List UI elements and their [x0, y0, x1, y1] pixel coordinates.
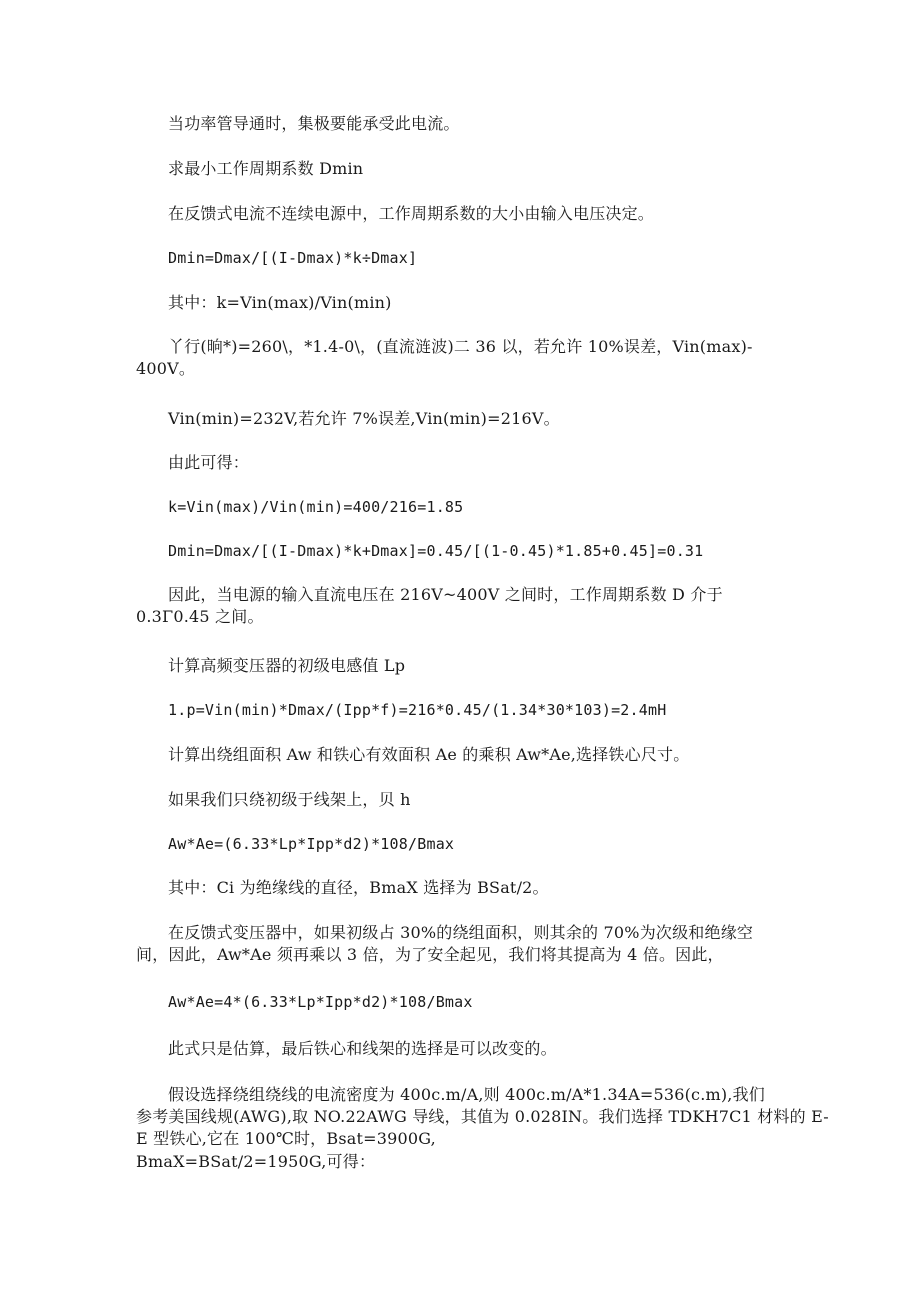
text-line: Aw*Ae=(6.33*Lp*Ipp*d2)*108/Bmax — [168, 835, 455, 853]
paragraph-15 — [136, 789, 808, 811]
paragraph-2 — [136, 158, 808, 180]
formula-aw-ae-4x — [136, 991, 808, 1013]
text-line: 在反馈式电流不连续电源中，工作周期系数的大小由输入电压决定。 — [168, 204, 655, 223]
paragraph-3 — [136, 203, 808, 225]
paragraph-21 — [136, 1084, 829, 1150]
paragraph-5 — [136, 292, 808, 314]
paragraph-17 — [136, 877, 808, 899]
paragraph-20 — [136, 1038, 808, 1060]
text-line: Dmin=Dmax/[(I-Dmax)*k+Dmax]=0.45/[(1-0.45)*1.85+0.45]=0.31 — [168, 542, 704, 560]
text-line: Dmin=Dmax/[(I-Dmax)*k÷Dmax] — [168, 249, 418, 267]
text-line: 0.3Γ0.45 之间。 — [136, 607, 264, 626]
paragraph-8 — [136, 452, 808, 474]
paragraph-1 — [136, 113, 808, 135]
paragraph-22 — [136, 1151, 776, 1173]
formula-dmin-result — [136, 540, 808, 562]
formula-aw-ae — [136, 833, 808, 855]
text-line: 假设选择绕组绕线的电流密度为 400c.m/A,则 400c.m/A*1.34A=536(c.m),我们 — [168, 1085, 765, 1104]
text-line: 参考美国线规(AWG),取 NO.22AWG 导线，其值为 0.028IN。我们选择 TDKH7C1 材料的 E- — [136, 1107, 829, 1126]
text-line: 其中：Ci 为绝缘线的直径，BmaX 选择为 BSat/2。 — [168, 878, 549, 897]
paragraph-6 — [136, 336, 808, 380]
paragraph-11 — [136, 584, 808, 628]
text-line: Aw*Ae=4*(6.33*Lp*Ipp*d2)*108/Bmax — [168, 993, 473, 1011]
text-line: 400V。 — [136, 359, 196, 378]
paragraph-12 — [136, 655, 808, 677]
text-line: 当功率管导通时，集极要能承受此电流。 — [168, 114, 460, 133]
text-line: 此式只是估算，最后铁心和线架的选择是可以改变的。 — [168, 1039, 557, 1058]
text-line: 1.p=Vin(min)*Dmax/(Ipp*f)=216*0.45/(1.34*30*103)=2.4mH — [168, 701, 667, 719]
text-line: 丫行(晌*)=260\，*1.4-0\，(直流涟波)二 36 以，若允许 10%误差，Vin(max)- — [168, 337, 753, 356]
text-line: 计算高频变压器的初级电感值 Lp — [168, 656, 406, 675]
paragraph-14 — [136, 744, 808, 766]
text-line: 求最小工作周期系数 Dmin — [168, 159, 364, 178]
text-line: 间，因此，Aw*Ae 须再乘以 3 倍，为了安全起见，我们将其提高为 4 倍。因此， — [136, 945, 724, 964]
paragraph-7 — [136, 408, 808, 430]
text-line: 如果我们只绕初级于线架上，贝 h — [168, 790, 411, 809]
text-line: 在反馈式变压器中，如果初级占 30%的绕组面积，则其余的 70%为次级和绝缘空 — [168, 923, 754, 942]
text-line: BmaX=BSat/2=1950G,可得： — [136, 1152, 376, 1171]
paragraph-18 — [136, 922, 808, 966]
text-line: k=Vin(max)/Vin(min)=400/216=1.85 — [168, 498, 464, 516]
text-line: 因此，当电源的输入直流电压在 216V~400V 之间时，工作周期系数 D 介于 — [168, 585, 723, 604]
text-line: 计算出绕组面积 Aw 和铁心有效面积 Ae 的乘积 Aw*Ae,选择铁心尺寸。 — [168, 745, 690, 764]
formula-k — [136, 496, 808, 518]
formula-lp — [136, 699, 808, 721]
formula-dmin — [136, 247, 808, 269]
text-line: Vin(min)=232V,若允许 7%误差,Vin(min)=216V。 — [168, 409, 560, 428]
text-line: 由此可得： — [168, 453, 250, 472]
text-line: E 型铁心,它在 100℃时，Bsat=3900G, — [136, 1129, 436, 1148]
text-line: 其中：k=Vin(max)/Vin(min) — [168, 293, 392, 312]
